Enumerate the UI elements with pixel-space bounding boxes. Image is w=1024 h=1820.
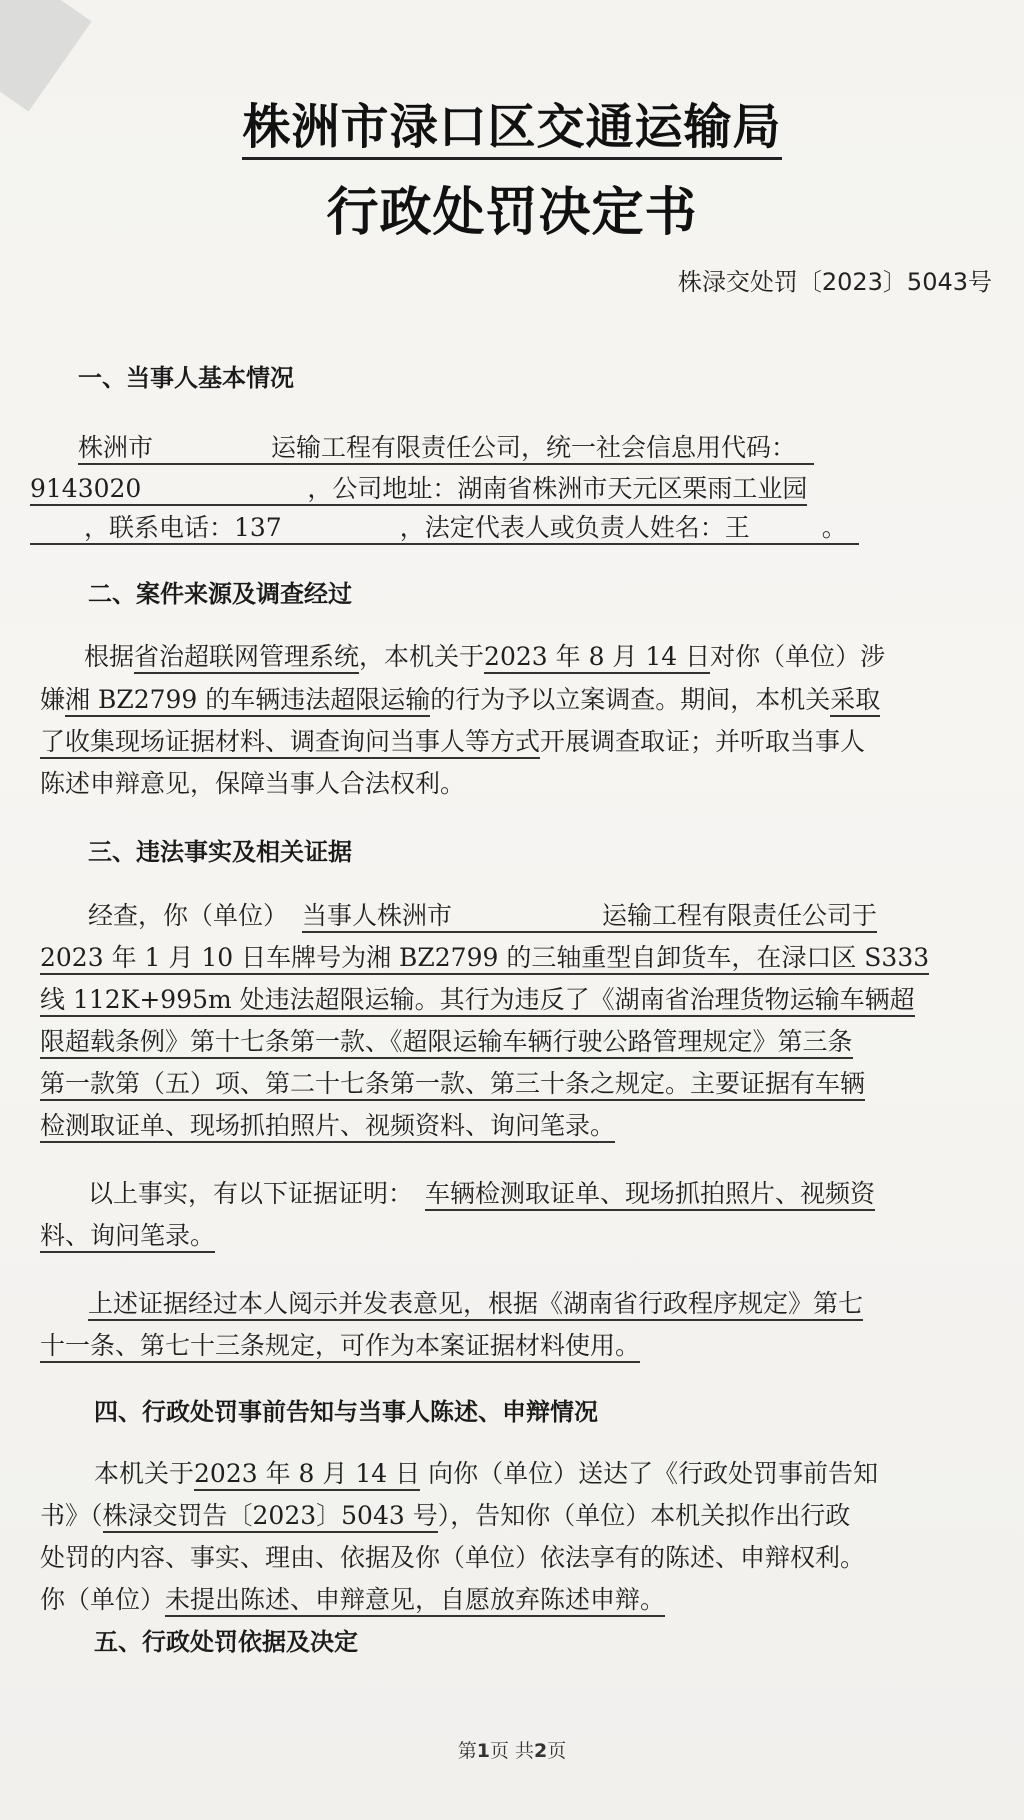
section2-line-4: 陈述申辩意见，保障当事人合法权利。 [40, 769, 466, 798]
section5-heading: 五、行政处罚依据及决定 [94, 1628, 358, 1656]
section3-line-4: 限超载条例》第十七条第一款、《超限运输车辆行驶公路管理规定》第三条 [40, 1022, 853, 1058]
review-line-1: 上述证据经过本人阅示并发表意见，根据《湖南省行政程序规定》第七 [88, 1284, 863, 1320]
redacted-region [141, 474, 307, 506]
document-number: 株渌交处罚〔2023〕5043号 [677, 268, 992, 296]
section2-line-1: 根据省治超联网管理系统，本机关于2023 年 8 月 14 日对你（单位）涉 [84, 637, 885, 673]
redacted-region [153, 433, 271, 465]
section1-heading: 一、当事人基本情况 [78, 364, 294, 392]
section3-line-6: 检测取证单、现场抓拍照片、视频资料、询问笔录。 [40, 1106, 615, 1142]
section3-line-2: 2023 年 1 月 10 日车牌号为湘 BZ2799 的三轴重型自卸货车，在渌口区 S333 [40, 938, 929, 974]
section4-line-2: 书》（株渌交罚告〔2023〕5043 号），告知你（单位）本机关拟作出行政 [40, 1496, 850, 1532]
redacted-region [452, 901, 602, 933]
evidence-line-1: 以上事实，有以下证据证明： 车辆检测取证单、现场抓拍照片、视频资 [88, 1174, 875, 1210]
section3-line-5: 第一款第（五）项、第二十七条第一款、第三十条之规定。主要证据有车辆 [40, 1064, 865, 1100]
party-line-3: ，联系电话：137 ，法定代表人或负责人姓名：王 。 [30, 508, 859, 545]
party-line-1: 株洲市 运输工程有限责任公司，统一社会信息用代码： [78, 428, 814, 465]
issuer-title: 株洲市渌口区交通运输局 [0, 88, 1024, 157]
section4-line-1: 本机关于2023 年 8 月 14 日 向你（单位）送达了《行政处罚事前告知 [94, 1454, 878, 1490]
section4-heading: 四、行政处罚事前告知与当事人陈述、申辩情况 [94, 1398, 598, 1426]
page-footer: 第1页 共2页 [457, 1740, 567, 1762]
section2-line-2: 嫌湘 BZ2799 的车辆违法超限运输的行为予以立案调查。期间，本机关采取 [40, 680, 880, 716]
section4-line-3: 处罚的内容、事实、理由、依据及你（单位）依法享有的陈述、申辩权利。 [40, 1543, 866, 1572]
section2-heading: 二、案件来源及调查经过 [88, 580, 352, 608]
evidence-line-2: 料、询问笔录。 [40, 1216, 215, 1252]
document-title: 行政处罚决定书 [326, 183, 698, 243]
party-line-2: 9143020 ，公司地址：湖南省株洲市天元区栗雨工业园 [30, 469, 807, 506]
section4-line-4: 你（单位）未提出陈述、申辩意见，自愿放弃陈述申辩。 [40, 1580, 665, 1616]
section2-line-3: 了收集现场证据材料、调查询问当事人等方式开展调查取证；并听取当事人 [40, 722, 865, 758]
section3-heading: 三、违法事实及相关证据 [88, 838, 352, 866]
review-line-2: 十一条、第七十三条规定，可作为本案证据材料使用。 [40, 1326, 640, 1362]
section3-line-1: 经查，你（单位） 当事人株洲市 运输工程有限责任公司于 [88, 896, 877, 933]
redacted-region [750, 513, 822, 545]
redacted-region [282, 513, 400, 545]
section3-line-3: 线 112K+995m 处违法超限运输。其行为违反了《湖南省治理货物运输车辆超 [40, 980, 915, 1016]
